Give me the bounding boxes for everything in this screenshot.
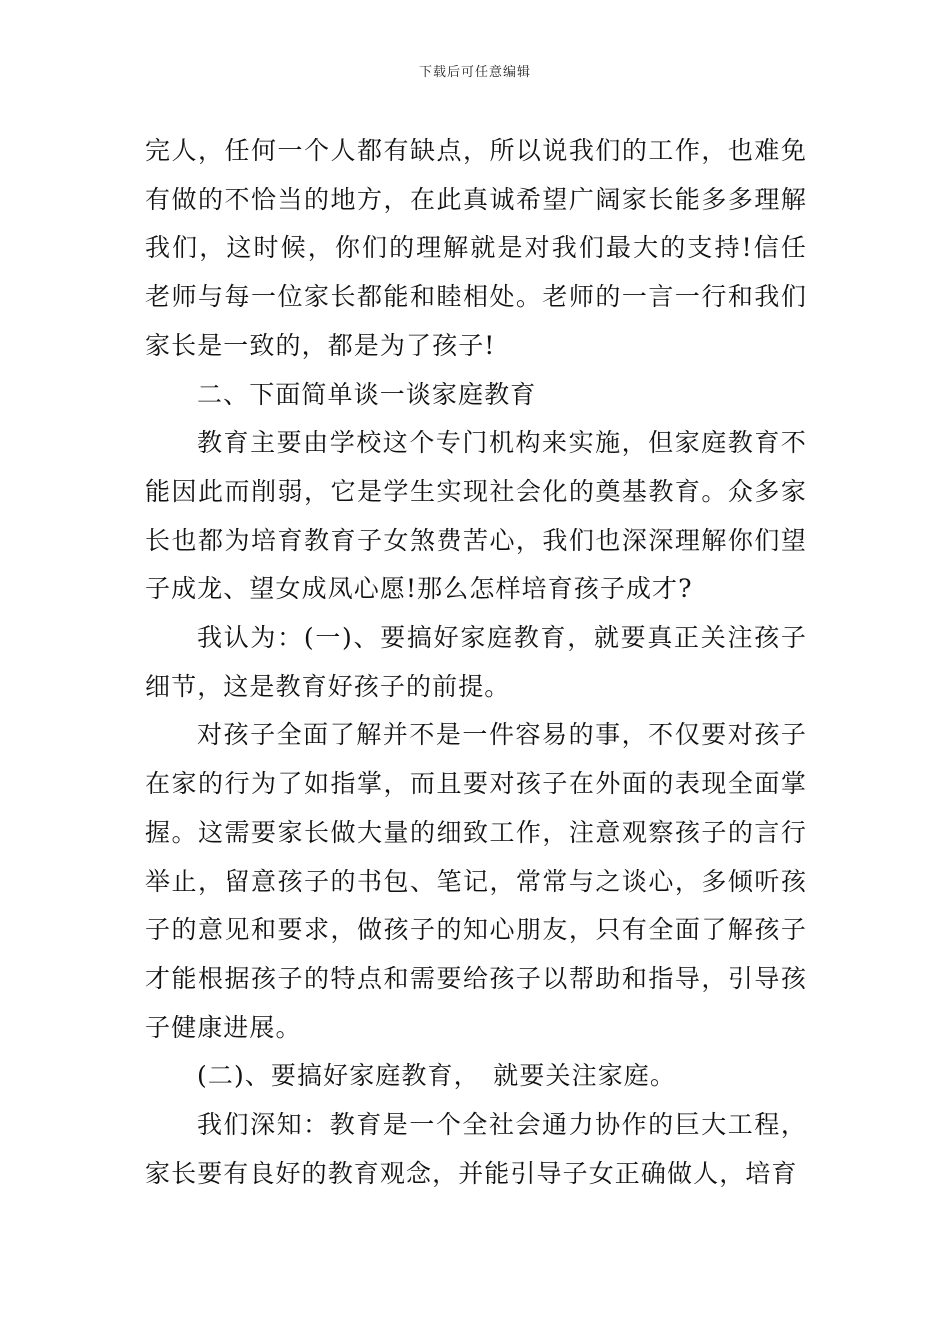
paragraph: 教育主要由学校这个专门机构来实施，但家庭教育不能因此而削弱，它是学生实现社会化的奠基教育。众多家长也都为培育教育子女煞费苦心，我们也深深理解你们望子成龙、望女成凤心愿!那么怎样培育孩子成才? [145,428,807,604]
paragraph-continuation: 完人，任何一个人都有缺点，所以说我们的工作，也难免有做的不恰当的地方，在此真诚希望广阔家长能多多理解我们，这时候，你们的理解就是对我们最大的支持!信任老师与每一位家长都能和睦相处。老师的一言一行和我们家长是一致的，都是为了孩子! [145,136,807,360]
page-header: 下载后可任意编辑 [418,65,531,80]
paragraph: 我认为：(一)、要搞好家庭教育，就要真正关注孩子细节，这是教育好孩子的前提。 [145,623,807,701]
section-heading: 二、下面简单谈一谈家庭教育 [197,379,537,409]
paragraph: 我们深知：教育是一个全社会通力协作的巨大工程，家长要有良好的教育观念，并能引导子女正确做人，培育 [145,1110,807,1188]
document-body [145,127,807,1198]
paragraph: (二)、要搞好家庭教育， 就要关注家庭。 [197,1061,677,1091]
paragraph: 对孩子全面了解并不是一件容易的事，不仅要对孩子在家的行为了如指掌，而且要对孩子在外面的表现全面掌握。这需要家长做大量的细致工作，注意观察孩子的言行举止，留意孩子的书包、笔记，常常与之谈心，多倾听孩子的意见和要求，做孩子的知心朋友，只有全面了解孩子才能根据孩子的特点和需要给孩子以帮助和指导，引导孩子健康进展。 [145,720,807,1042]
